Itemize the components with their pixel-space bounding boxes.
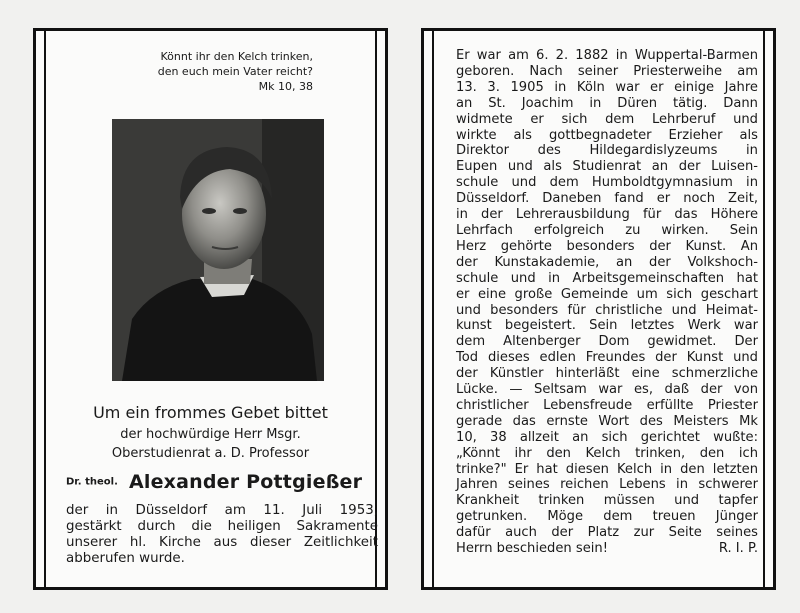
portrait-photo: [112, 119, 324, 381]
rip-closing: R. I. P.: [718, 541, 758, 557]
memorial-card-back: [421, 28, 776, 590]
card-frame: [44, 31, 377, 587]
quote-reference: Mk 10, 38: [258, 80, 313, 93]
academic-title: Dr. theol.: [66, 476, 118, 488]
notice-line: abberufen wurde.: [66, 551, 185, 566]
memorial-card-front: [33, 28, 388, 590]
bio-line: 13. 3. 1905 in Köln war er einige Jahre: [456, 79, 758, 95]
deceased-name: Alexander Pottgießer: [128, 471, 363, 493]
bio-line: „Könnt ihr den Kelch trinken, den ich: [456, 445, 758, 461]
bio-line: der Künstler hinterläßt eine schmerzliche: [456, 366, 758, 382]
bio-line: wirkte als gottbegnadeter Erzieher als: [456, 127, 758, 143]
notice-line: der in Düsseldorf am 11. Juli 1953,: [66, 503, 378, 518]
bio-line: widmete er sich dem Lehrberuf und: [456, 111, 758, 127]
bio-line: Jahren seines reichen Lebens in schwerer: [456, 477, 758, 493]
bio-line: Eupen und als Studienrat an der Luisen-: [456, 159, 758, 175]
bio-line: Düsseldorf. Daneben fand er noch Zeit,: [456, 191, 758, 207]
quote-line: Könnt ihr den Kelch trinken,: [160, 50, 313, 63]
quote-line: den euch mein Vater reicht?: [157, 65, 313, 78]
rank-line: Oberstudienrat a. D. Professor: [111, 446, 310, 461]
bio-line: Herrn beschieden sein!: [456, 541, 608, 557]
bio-line: Krankheit trinken müssen und tapfer: [456, 493, 758, 509]
notice-line: gestärkt durch die heiligen Sakramente: [66, 519, 378, 534]
bio-line: Herz gehörte besonders der Kunst. An: [456, 238, 758, 254]
bio-line: Lücke. — Seltsam war es, daß der von: [456, 382, 758, 398]
bio-line: und besonders für christliche und Heimat-: [456, 302, 758, 318]
bio-line: Er war am 6. 2. 1882 in Wuppertal-Barmen: [456, 48, 758, 63]
card-frame: [432, 31, 765, 587]
bio-line: trinke?" Er hat diesen Kelch in den letzten: [456, 461, 758, 477]
biography-text: [456, 48, 758, 557]
bio-line: er eine große Gemeinde um sich geschart: [456, 286, 758, 302]
bio-line: Direktor des Hildegardislyzeums in: [456, 143, 758, 159]
bio-line: geboren. Nach seiner Priesterweihe am: [456, 63, 758, 79]
bio-line: Tod dieses edlen Freundes der Kunst und: [456, 350, 758, 366]
bio-line: Lehrfach erfolgreich zu wirken. Sein: [456, 222, 758, 238]
notice-line: unserer hl. Kirche aus dieser Zeitlichkeit: [66, 535, 378, 550]
bio-line: 10, 38 allzeit an sich gerichtet wußte:: [456, 429, 758, 445]
scripture-quote: [158, 49, 313, 94]
bio-line: gerade das ernste Wort des Meisters Mk: [456, 413, 758, 429]
bio-line: christlicher Lebensfreude erfüllte Priester: [456, 397, 758, 413]
prayer-request: Um ein frommes Gebet bittet: [93, 403, 328, 422]
bio-line: schule und in Arbeitsgemeinschaften hat: [456, 270, 758, 286]
deceased-name-line: [66, 471, 362, 493]
bio-line: kunst begeistert. Sein letztes Werk war: [456, 318, 758, 334]
bio-line: schule und dem Humboldtgymnasium in: [456, 175, 758, 191]
bio-final-line: [456, 541, 758, 557]
death-notice: [66, 503, 378, 567]
bio-line: dem Altenberger Dom gewidmet. Der: [456, 334, 758, 350]
bio-line: der Kunstakademie, an der Volkshoch-: [456, 254, 758, 270]
portrait-illustration: [112, 119, 324, 381]
honorific-line: der hochwürdige Herr Msgr.: [120, 427, 301, 442]
bio-line: dafür auch der Platz zur Seite seines: [456, 525, 758, 541]
bio-line: in der Lehrerausbildung für das Höhere: [456, 207, 758, 223]
bio-line: getrunken. Möge dem treuen Jünger: [456, 509, 758, 525]
bio-line: an St. Joachim in Düren tätig. Dann: [456, 95, 758, 111]
